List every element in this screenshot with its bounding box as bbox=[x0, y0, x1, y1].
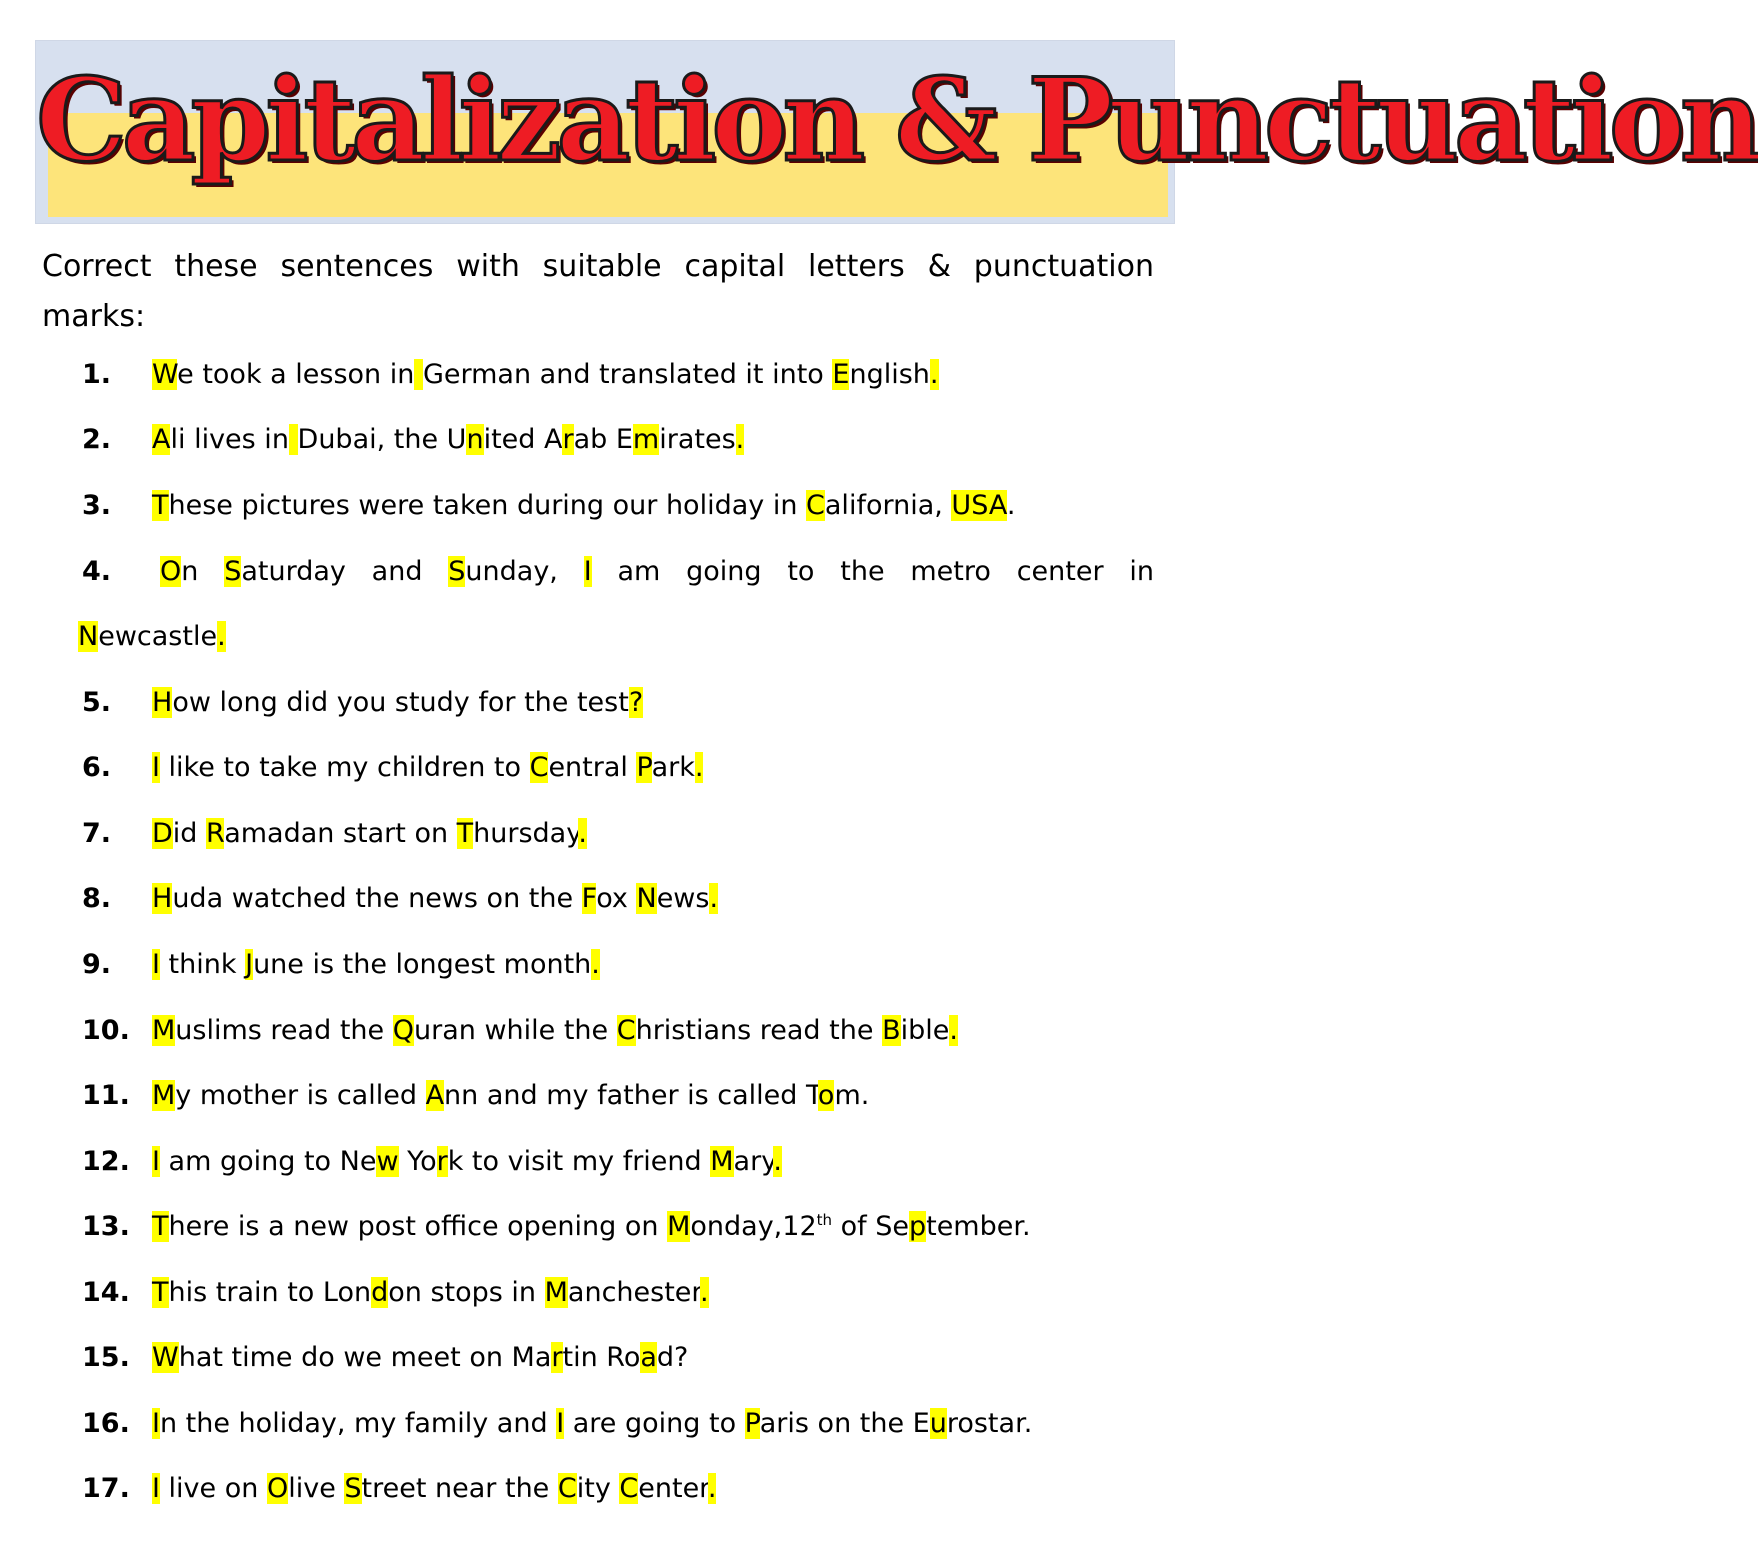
highlighted-capital: I bbox=[152, 752, 160, 783]
exercise-number: 5. bbox=[82, 687, 112, 718]
exercise-sentence: Did Ramadan start on Thursday. bbox=[152, 818, 587, 849]
highlighted-capital: P bbox=[636, 752, 652, 783]
highlighted-capital: S bbox=[448, 556, 466, 587]
exercise-number: 6. bbox=[82, 752, 112, 783]
highlighted-capital: I bbox=[583, 556, 592, 587]
exercise-sentence: I like to take my children to Central Park. bbox=[152, 752, 704, 783]
highlighted-punctuation: . bbox=[700, 1277, 709, 1308]
highlighted-capital: T bbox=[152, 490, 169, 521]
exercise-sentence: What time do we meet on Martin Road? bbox=[152, 1342, 689, 1373]
highlighted-capital: N bbox=[78, 621, 99, 652]
highlighted-punctuation: . bbox=[591, 949, 600, 980]
highlighted-punctuation: . bbox=[735, 424, 745, 455]
highlighted-capital: I bbox=[152, 1146, 160, 1177]
exercise-4 bbox=[0, 550, 1200, 594]
exercise-sentence: These pictures were taken during our holiday in California, USA. bbox=[152, 490, 1016, 521]
highlighted-capital: r bbox=[436, 1146, 448, 1177]
highlighted-capital: T bbox=[152, 1277, 169, 1308]
exercise-sentence: My mother is called Ann and my father is called Tom. bbox=[152, 1080, 870, 1111]
exercise-number: 3. bbox=[82, 490, 112, 521]
highlighted-punctuation: . bbox=[709, 883, 719, 914]
exercise-number: 10. bbox=[82, 1015, 130, 1046]
highlighted-capital: u bbox=[929, 1408, 947, 1439]
exercise-sentence-line-1: On Saturday and Sunday, I am going to the metro center in bbox=[160, 556, 1154, 587]
highlighted-capital: T bbox=[152, 1211, 169, 1242]
exercise-number: 9. bbox=[82, 949, 112, 980]
highlighted-capital: A bbox=[425, 1080, 445, 1111]
highlighted-capital: n bbox=[466, 424, 484, 455]
highlighted-capital: F bbox=[581, 883, 597, 914]
highlighted-capital: I bbox=[152, 949, 160, 980]
exercise-11 bbox=[0, 1074, 1200, 1118]
exercise-6 bbox=[0, 746, 1200, 790]
exercise-sentence: We took a lesson in German and translated it into English. bbox=[152, 359, 939, 390]
exercise-number: 11. bbox=[82, 1080, 130, 1111]
exercise-number: 14. bbox=[82, 1277, 130, 1308]
highlighted-capital: P bbox=[744, 1408, 760, 1439]
highlighted-capital: U bbox=[951, 490, 972, 521]
highlighted-capital: C bbox=[619, 1473, 639, 1504]
exercise-sentence: Muslims read the Quran while the Christians read the Bible. bbox=[152, 1015, 958, 1046]
ordinal-suffix: th bbox=[816, 1211, 833, 1229]
highlighted-capital: A bbox=[988, 490, 1007, 521]
exercise-3 bbox=[0, 484, 1200, 528]
highlighted-capital: W bbox=[152, 359, 178, 390]
exercise-number: 16. bbox=[82, 1408, 130, 1439]
highlighted-capital: M bbox=[667, 1211, 691, 1242]
exercise-number: 4. bbox=[82, 556, 112, 587]
highlighted-capital: M bbox=[152, 1080, 176, 1111]
highlighted-capital: p bbox=[908, 1211, 927, 1242]
exercise-13 bbox=[0, 1205, 1200, 1249]
exercise-1 bbox=[0, 353, 1200, 397]
highlighted-capital: O bbox=[266, 1473, 289, 1504]
highlighted-capital: w bbox=[376, 1146, 399, 1177]
highlighted-capital: S bbox=[344, 1473, 362, 1504]
highlighted-punctuation: . bbox=[949, 1015, 958, 1046]
highlighted-capital: B bbox=[882, 1015, 901, 1046]
exercise-sentence: Ali lives in Dubai, the United Arab Emirates. bbox=[152, 424, 745, 455]
highlighted-capital: S bbox=[224, 556, 242, 587]
exercise-number: 13. bbox=[82, 1211, 130, 1242]
highlighted-capital: Q bbox=[392, 1015, 414, 1046]
title-banner bbox=[35, 40, 1758, 224]
highlighted-capital: m bbox=[632, 424, 660, 455]
highlighted-capital bbox=[414, 359, 423, 390]
exercise-sentence: How long did you study for the test? bbox=[152, 687, 644, 718]
highlighted-punctuation: . bbox=[707, 1473, 717, 1504]
exercise-number: 12. bbox=[82, 1146, 130, 1177]
instructions: Correct these sentences with suitable capital letters & punctuation marks: bbox=[42, 249, 1154, 334]
highlighted-capital: I bbox=[152, 1408, 160, 1439]
highlighted-capital: a bbox=[640, 1342, 657, 1373]
exercise-8 bbox=[0, 877, 1200, 921]
exercise-sentence: This train to London stops in Manchester. bbox=[152, 1277, 709, 1308]
highlighted-capital: C bbox=[806, 490, 825, 521]
exercise-sentence: There is a new post office opening on Monday,12th of September. bbox=[152, 1211, 1031, 1242]
exercise-2 bbox=[0, 418, 1200, 462]
highlighted-capital: M bbox=[152, 1015, 176, 1046]
highlighted-capital: d bbox=[371, 1277, 389, 1308]
exercise-4-continued bbox=[0, 615, 1200, 659]
highlighted-capital: H bbox=[152, 883, 173, 914]
highlighted-capital: S bbox=[971, 490, 989, 521]
highlighted-punctuation: . bbox=[217, 621, 226, 652]
highlighted-capital: W bbox=[152, 1342, 179, 1373]
highlighted-capital bbox=[289, 424, 298, 455]
highlighted-capital: M bbox=[710, 1146, 734, 1177]
highlighted-capital: r bbox=[551, 1342, 563, 1373]
exercise-sentence: I think June is the longest month. bbox=[152, 949, 600, 980]
highlighted-capital: T bbox=[456, 818, 474, 849]
exercise-sentence: I live on Olive Street near the City Center. bbox=[152, 1473, 717, 1504]
exercise-number: 2. bbox=[82, 424, 112, 455]
exercise-sentence: I am going to New York to visit my friend Mary. bbox=[152, 1146, 782, 1177]
exercise-16 bbox=[0, 1402, 1200, 1446]
exercise-5 bbox=[0, 681, 1200, 725]
exercise-9 bbox=[0, 943, 1200, 987]
highlighted-capital: M bbox=[544, 1277, 568, 1308]
highlighted-capital: O bbox=[160, 556, 182, 587]
highlighted-punctuation: . bbox=[773, 1146, 782, 1177]
highlighted-capital: N bbox=[636, 883, 657, 914]
highlighted-punctuation: . bbox=[578, 818, 587, 849]
exercise-15 bbox=[0, 1336, 1200, 1380]
highlighted-capital: I bbox=[556, 1408, 565, 1439]
exercise-sentence: In the holiday, my family and I are going to Paris on the Eurostar. bbox=[152, 1408, 1033, 1439]
exercise-number: 17. bbox=[82, 1473, 130, 1504]
exercise-sentence-line-2: Newcastle. bbox=[78, 621, 226, 652]
highlighted-capital: H bbox=[152, 687, 173, 718]
highlighted-capital: o bbox=[817, 1080, 835, 1111]
highlighted-capital: E bbox=[832, 359, 850, 390]
page-title: Capitalization & Punctuation bbox=[36, 53, 1758, 187]
highlighted-capital: J bbox=[245, 949, 254, 980]
highlighted-capital: D bbox=[152, 818, 173, 849]
highlighted-capital: C bbox=[529, 752, 549, 783]
highlighted-punctuation: ? bbox=[628, 687, 644, 718]
highlighted-capital: C bbox=[557, 1473, 577, 1504]
highlighted-capital: C bbox=[616, 1015, 636, 1046]
exercise-sentence: Huda watched the news on the Fox News. bbox=[152, 883, 719, 914]
highlighted-capital: A bbox=[152, 424, 171, 455]
highlighted-capital: I bbox=[152, 1473, 160, 1504]
highlighted-punctuation: . bbox=[694, 752, 704, 783]
exercise-12 bbox=[0, 1140, 1200, 1184]
exercise-17 bbox=[0, 1467, 1200, 1511]
highlighted-punctuation: . bbox=[929, 359, 939, 390]
exercise-number: 8. bbox=[82, 883, 112, 914]
highlighted-capital: R bbox=[206, 818, 225, 849]
exercise-10 bbox=[0, 1009, 1200, 1053]
exercise-7 bbox=[0, 812, 1200, 856]
exercise-number: 7. bbox=[82, 818, 112, 849]
exercise-14 bbox=[0, 1271, 1200, 1315]
exercise-number: 15. bbox=[82, 1342, 130, 1373]
highlighted-capital: r bbox=[562, 424, 574, 455]
exercise-number: 1. bbox=[82, 359, 112, 390]
